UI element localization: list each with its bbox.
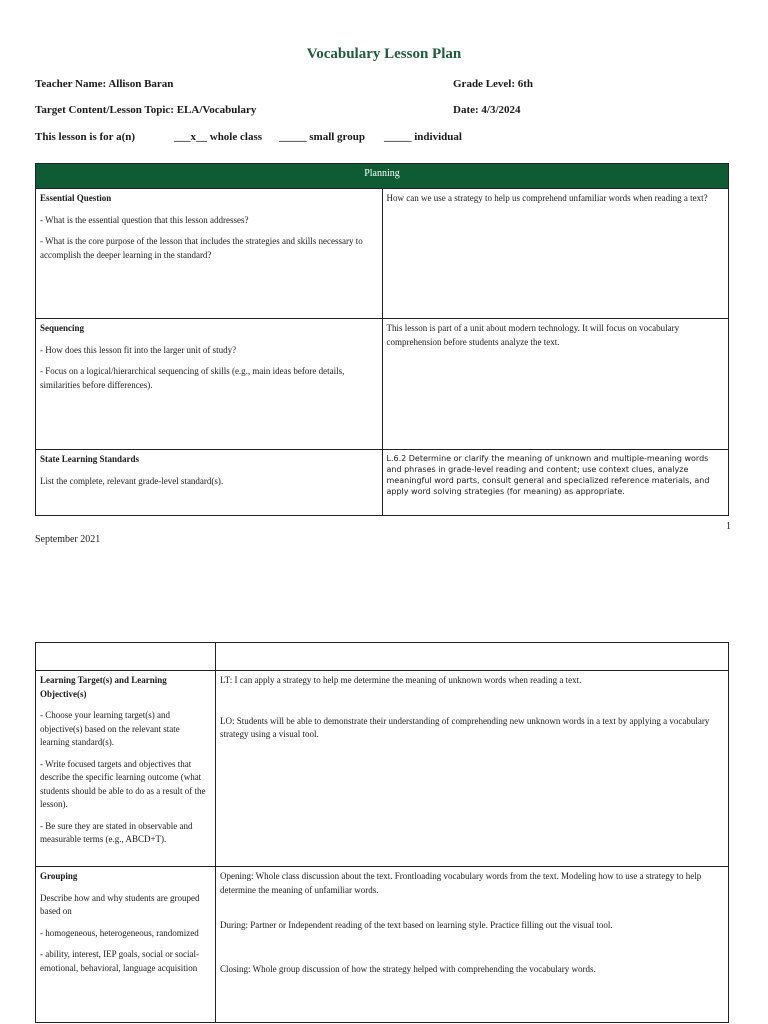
prompt-text: - What is the essential question that this lesson addresses?: [40, 214, 249, 225]
essential-question-label: Essential Question: [40, 193, 112, 203]
standards-label: State Learning Standards: [40, 454, 140, 464]
table-row: [36, 189, 729, 319]
standards-text: L.6.2 Determine or clarify the meaning of unknown and multiple-meaning words and phrases in grade-level reading and content; use context clues, analyze meaningful word parts, consult general and specialized reference materials, and apply word solving strategies (for meaning) as appropriate.: [386, 454, 710, 496]
row-label-cell: [36, 671, 216, 867]
row-label-cell: [36, 450, 383, 516]
grouping-label: Grouping: [40, 871, 78, 881]
prompt-text: - How does this lesson fit into the larger unit of study?: [40, 344, 237, 355]
empty-header-cell: [36, 643, 216, 671]
grade-level: Grade Level: 6th: [453, 78, 534, 90]
lesson-for-label: This lesson is for a(n): [35, 131, 136, 143]
option-whole-class: ___x__ whole class: [174, 131, 262, 143]
table-row: [36, 450, 729, 516]
prompt-text: - ability, interest, IEP goals, social or social-emotional, behavioral, language acquisition: [40, 949, 200, 973]
objectives-table: [35, 642, 729, 1023]
sequencing-text: This lesson is part of a unit about modern technology. It will focus on vocabulary comprehension before students analyze the text.: [386, 323, 680, 347]
grouping-during-text: During: Partner or Independent reading of the text based on learning style. Practice filling out the visual tool.: [220, 920, 613, 930]
row-content-cell: [382, 319, 729, 450]
prompt-text: Describe how and why students are grouped based on: [40, 892, 200, 916]
row-content-cell: [216, 867, 729, 1023]
grouping-closing-text: Closing: Whole group discussion of how the strategy helped with comprehending the vocabulary words.: [220, 963, 596, 974]
prompt-text: - What is the core purpose of the lesson that includes the strategies and skills necessary to accomplish the deeper learning in the standard?: [40, 236, 363, 260]
lesson-date: Date: 4/3/2024: [453, 104, 521, 116]
row-content-cell: [216, 671, 729, 867]
row-label-cell: [36, 867, 216, 1023]
learning-target-label: Learning Target(s) and Learning Objective(s): [40, 675, 167, 699]
prompt-text: - Write focused targets and objectives that describe the specific learning outcome (what students should be able to do as a result of the lesson).: [40, 758, 206, 809]
prompt-text: - homogeneous, heterogeneous, randomized: [40, 927, 199, 938]
learning-target-text: LT: I can apply a strategy to help me determine the meaning of unknown words when reading a text.: [220, 675, 582, 685]
table-row: [36, 643, 729, 671]
prompt-text: List the complete, relevant grade-level standard(s).: [40, 475, 224, 486]
footer-date: September 2021: [35, 534, 101, 545]
table-row: [36, 671, 729, 867]
prompt-text: - Choose your learning target(s) and objective(s) based on the relevant state learning standard(s).: [40, 710, 180, 747]
row-content-cell: [382, 189, 729, 319]
option-small-group: _____ small group: [279, 131, 365, 143]
page-number: 1: [726, 521, 731, 532]
page-title: Vocabulary Lesson Plan: [306, 46, 462, 62]
sequencing-label: Sequencing: [40, 323, 85, 333]
grouping-opening-text: Opening: Whole class discussion about the text. Frontloading vocabulary words from the text. Modeling how to use a strategy to help determine the meaning of unfamiliar words.: [220, 871, 702, 895]
table-row: [36, 867, 729, 1023]
prompt-text: - Be sure they are stated in observable and measurable terms (e.g., ABCD+T).: [40, 820, 193, 844]
prompt-text: - Focus on a logical/hierarchical sequencing of skills (e.g., main ideas before details, similarities before differences).: [40, 366, 345, 390]
option-individual: _____ individual: [384, 131, 462, 143]
lesson-topic: Target Content/Lesson Topic: ELA/Vocabulary: [35, 104, 257, 116]
essential-question-text: How can we use a strategy to help us comprehend unfamiliar words when reading a text?: [386, 193, 708, 203]
row-label-cell: [36, 319, 383, 450]
teacher-name: Teacher Name: Allison Baran: [35, 78, 174, 90]
planning-heading: Planning: [36, 164, 729, 189]
row-label-cell: [36, 189, 383, 319]
row-content-cell: [382, 450, 729, 516]
empty-header-cell: [216, 643, 729, 671]
planning-table: [35, 163, 729, 516]
learning-objective-text: LO: Students will be able to demonstrate their understanding of comprehending new unknown words in a text by applying a vocabulary strategy using a visual tool.: [220, 715, 710, 739]
table-row: [36, 319, 729, 450]
